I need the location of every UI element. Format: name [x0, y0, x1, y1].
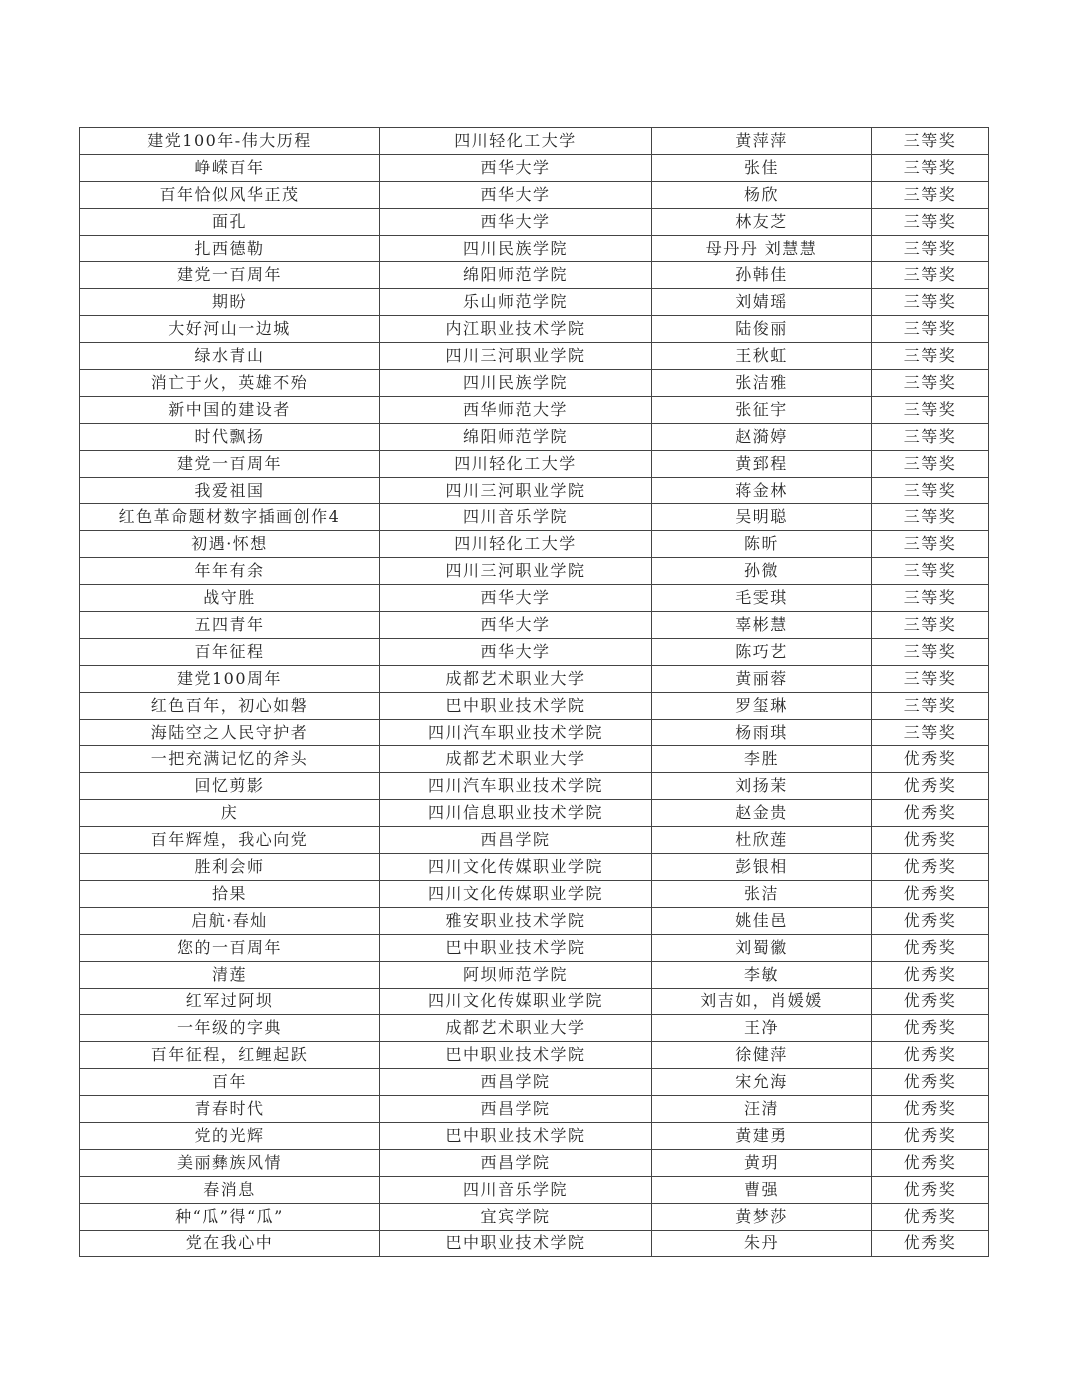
award-cell: 三等奖 [872, 665, 989, 692]
table-row [80, 154, 989, 181]
award-cell: 三等奖 [872, 316, 989, 343]
school-cell: 四川民族学院 [380, 235, 652, 262]
school-cell: 宜宾学院 [380, 1203, 652, 1230]
work-title-cell: 拾果 [80, 880, 380, 907]
author-cell: 陈昕 [652, 531, 872, 558]
school-cell: 四川汽车职业技术学院 [380, 773, 652, 800]
table-row [80, 1230, 989, 1257]
school-cell: 绵阳师范学院 [380, 262, 652, 289]
school-cell: 巴中职业技术学院 [380, 1230, 652, 1257]
author-cell: 毛雯琪 [652, 585, 872, 612]
author-cell: 黄萍萍 [652, 128, 872, 155]
school-cell: 四川轻化工大学 [380, 531, 652, 558]
award-cell: 三等奖 [872, 262, 989, 289]
work-title-cell: 建党一百周年 [80, 262, 380, 289]
author-cell: 黄建勇 [652, 1122, 872, 1149]
work-title-cell: 一年级的字典 [80, 1015, 380, 1042]
school-cell: 四川三河职业学院 [380, 477, 652, 504]
table-row [80, 773, 989, 800]
school-cell: 四川汽车职业技术学院 [380, 719, 652, 746]
table-row [80, 531, 989, 558]
award-cell: 优秀奖 [872, 988, 989, 1015]
school-cell: 巴中职业技术学院 [380, 1122, 652, 1149]
award-cell: 优秀奖 [872, 800, 989, 827]
table-row [80, 880, 989, 907]
author-cell: 孙韩佳 [652, 262, 872, 289]
work-title-cell: 启航·春灿 [80, 907, 380, 934]
school-cell: 西昌学院 [380, 1149, 652, 1176]
school-cell: 西华大学 [380, 208, 652, 235]
award-cell: 三等奖 [872, 235, 989, 262]
award-cell: 三等奖 [872, 423, 989, 450]
table-row [80, 854, 989, 881]
table-row [80, 907, 989, 934]
author-cell: 杨欣 [652, 181, 872, 208]
author-cell: 张洁雅 [652, 370, 872, 397]
table-row [80, 1042, 989, 1069]
table-row [80, 504, 989, 531]
author-cell: 王净 [652, 1015, 872, 1042]
author-cell: 汪清 [652, 1096, 872, 1123]
school-cell: 阿坝师范学院 [380, 961, 652, 988]
school-cell: 西华师范大学 [380, 396, 652, 423]
work-title-cell: 五四青年 [80, 612, 380, 639]
work-title-cell: 红色百年，初心如磐 [80, 692, 380, 719]
school-cell: 四川三河职业学院 [380, 558, 652, 585]
work-title-cell: 面孔 [80, 208, 380, 235]
award-cell: 三等奖 [872, 558, 989, 585]
school-cell: 西华大学 [380, 638, 652, 665]
school-cell: 巴中职业技术学院 [380, 692, 652, 719]
table-row [80, 558, 989, 585]
award-cell: 优秀奖 [872, 934, 989, 961]
author-cell: 辜彬慧 [652, 612, 872, 639]
work-title-cell: 初遇·怀想 [80, 531, 380, 558]
school-cell: 乐山师范学院 [380, 289, 652, 316]
award-cell: 优秀奖 [872, 961, 989, 988]
work-title-cell: 我爱祖国 [80, 477, 380, 504]
school-cell: 绵阳师范学院 [380, 423, 652, 450]
table-row [80, 800, 989, 827]
award-cell: 三等奖 [872, 585, 989, 612]
school-cell: 西华大学 [380, 181, 652, 208]
author-cell: 彭银相 [652, 854, 872, 881]
author-cell: 林友芝 [652, 208, 872, 235]
work-title-cell: 建党100周年 [80, 665, 380, 692]
school-cell: 内江职业技术学院 [380, 316, 652, 343]
author-cell: 刘扬茉 [652, 773, 872, 800]
work-title-cell: 党的光辉 [80, 1122, 380, 1149]
award-cell: 优秀奖 [872, 1015, 989, 1042]
award-cell: 三等奖 [872, 128, 989, 155]
author-cell: 赵漪婷 [652, 423, 872, 450]
award-cell: 三等奖 [872, 343, 989, 370]
table-row [80, 934, 989, 961]
author-cell: 赵金贵 [652, 800, 872, 827]
work-title-cell: 百年征程，红鲤起跃 [80, 1042, 380, 1069]
work-title-cell: 期盼 [80, 289, 380, 316]
work-title-cell: 种“瓜”得“瓜” [80, 1203, 380, 1230]
table-row [80, 128, 989, 155]
school-cell: 雅安职业技术学院 [380, 907, 652, 934]
table-row [80, 396, 989, 423]
table-row [80, 208, 989, 235]
author-cell: 黄郅程 [652, 450, 872, 477]
award-cell: 三等奖 [872, 289, 989, 316]
table-row [80, 612, 989, 639]
award-cell: 优秀奖 [872, 1230, 989, 1257]
table-row [80, 316, 989, 343]
school-cell: 四川信息职业技术学院 [380, 800, 652, 827]
work-title-cell: 年年有余 [80, 558, 380, 585]
author-cell: 孙微 [652, 558, 872, 585]
work-title-cell: 峥嵘百年 [80, 154, 380, 181]
work-title-cell: 战守胜 [80, 585, 380, 612]
award-cell: 三等奖 [872, 450, 989, 477]
school-cell: 西华大学 [380, 612, 652, 639]
author-cell: 刘吉如，肖媛媛 [652, 988, 872, 1015]
school-cell: 四川音乐学院 [380, 504, 652, 531]
table-row [80, 638, 989, 665]
award-cell: 优秀奖 [872, 773, 989, 800]
author-cell: 罗玺琳 [652, 692, 872, 719]
author-cell: 李敏 [652, 961, 872, 988]
table-row [80, 1176, 989, 1203]
author-cell: 曹强 [652, 1176, 872, 1203]
school-cell: 西昌学院 [380, 827, 652, 854]
author-cell: 黄梦莎 [652, 1203, 872, 1230]
author-cell: 朱丹 [652, 1230, 872, 1257]
work-title-cell: 回忆剪影 [80, 773, 380, 800]
table-row [80, 961, 989, 988]
author-cell: 张佳 [652, 154, 872, 181]
work-title-cell: 海陆空之人民守护者 [80, 719, 380, 746]
award-cell: 三等奖 [872, 638, 989, 665]
author-cell: 母丹丹 刘慧慧 [652, 235, 872, 262]
work-title-cell: 建党100年-伟大历程 [80, 128, 380, 155]
table-row [80, 370, 989, 397]
table-row [80, 181, 989, 208]
school-cell: 西昌学院 [380, 1096, 652, 1123]
school-cell: 成都艺术职业大学 [380, 746, 652, 773]
author-cell: 蒋金林 [652, 477, 872, 504]
award-cell: 优秀奖 [872, 746, 989, 773]
award-cell: 优秀奖 [872, 1069, 989, 1096]
award-cell: 三等奖 [872, 154, 989, 181]
work-title-cell: 大好河山一边城 [80, 316, 380, 343]
author-cell: 杜欣莲 [652, 827, 872, 854]
award-cell: 优秀奖 [872, 880, 989, 907]
school-cell: 四川轻化工大学 [380, 128, 652, 155]
school-cell: 成都艺术职业大学 [380, 1015, 652, 1042]
award-cell: 三等奖 [872, 181, 989, 208]
school-cell: 巴中职业技术学院 [380, 934, 652, 961]
author-cell: 刘婧瑶 [652, 289, 872, 316]
award-cell: 优秀奖 [872, 907, 989, 934]
school-cell: 成都艺术职业大学 [380, 665, 652, 692]
work-title-cell: 百年辉煌，我心向党 [80, 827, 380, 854]
award-cell: 优秀奖 [872, 1096, 989, 1123]
table-row [80, 1069, 989, 1096]
school-cell: 四川文化传媒职业学院 [380, 988, 652, 1015]
school-cell: 四川音乐学院 [380, 1176, 652, 1203]
table-row [80, 746, 989, 773]
work-title-cell: 美丽彝族风情 [80, 1149, 380, 1176]
table-row [80, 719, 989, 746]
award-cell: 三等奖 [872, 504, 989, 531]
author-cell: 徐健萍 [652, 1042, 872, 1069]
school-cell: 四川轻化工大学 [380, 450, 652, 477]
table-row [80, 665, 989, 692]
work-title-cell: 青春时代 [80, 1096, 380, 1123]
author-cell: 李胜 [652, 746, 872, 773]
author-cell: 陈巧艺 [652, 638, 872, 665]
table-row [80, 585, 989, 612]
school-cell: 四川三河职业学院 [380, 343, 652, 370]
work-title-cell: 百年征程 [80, 638, 380, 665]
table-row [80, 235, 989, 262]
table-row [80, 1015, 989, 1042]
school-cell: 西华大学 [380, 154, 652, 181]
author-cell: 王秋虹 [652, 343, 872, 370]
award-cell: 三等奖 [872, 370, 989, 397]
author-cell: 杨雨琪 [652, 719, 872, 746]
author-cell: 宋允海 [652, 1069, 872, 1096]
work-title-cell: 红色革命题材数字插画创作4 [80, 504, 380, 531]
author-cell: 张洁 [652, 880, 872, 907]
work-title-cell: 时代飘扬 [80, 423, 380, 450]
award-cell: 优秀奖 [872, 1122, 989, 1149]
award-cell: 优秀奖 [872, 827, 989, 854]
awards-table [79, 127, 989, 1257]
work-title-cell: 百年 [80, 1069, 380, 1096]
author-cell: 张征宇 [652, 396, 872, 423]
work-title-cell: 胜利会师 [80, 854, 380, 881]
work-title-cell: 红军过阿坝 [80, 988, 380, 1015]
table-row [80, 343, 989, 370]
award-cell: 优秀奖 [872, 1042, 989, 1069]
award-cell: 优秀奖 [872, 1176, 989, 1203]
award-cell: 三等奖 [872, 692, 989, 719]
award-cell: 三等奖 [872, 612, 989, 639]
table-row [80, 423, 989, 450]
table-row [80, 988, 989, 1015]
work-title-cell: 春消息 [80, 1176, 380, 1203]
table-row [80, 827, 989, 854]
table-row [80, 289, 989, 316]
author-cell: 姚佳邑 [652, 907, 872, 934]
award-cell: 优秀奖 [872, 1203, 989, 1230]
author-cell: 黄玥 [652, 1149, 872, 1176]
award-cell: 三等奖 [872, 396, 989, 423]
work-title-cell: 您的一百周年 [80, 934, 380, 961]
work-title-cell: 绿水青山 [80, 343, 380, 370]
work-title-cell: 建党一百周年 [80, 450, 380, 477]
award-cell: 三等奖 [872, 719, 989, 746]
table-row [80, 1149, 989, 1176]
table-row [80, 1122, 989, 1149]
author-cell: 黄丽蓉 [652, 665, 872, 692]
work-title-cell: 清莲 [80, 961, 380, 988]
table-row [80, 477, 989, 504]
school-cell: 西昌学院 [380, 1069, 652, 1096]
award-cell: 三等奖 [872, 477, 989, 504]
work-title-cell: 一把充满记忆的斧头 [80, 746, 380, 773]
awards-table-body [80, 128, 989, 1257]
work-title-cell: 消亡于火，英雄不殆 [80, 370, 380, 397]
work-title-cell: 扎西德勒 [80, 235, 380, 262]
author-cell: 刘蜀徽 [652, 934, 872, 961]
school-cell: 四川文化传媒职业学院 [380, 854, 652, 881]
table-row [80, 450, 989, 477]
author-cell: 吴明聪 [652, 504, 872, 531]
school-cell: 四川文化传媒职业学院 [380, 880, 652, 907]
table-row [80, 262, 989, 289]
work-title-cell: 党在我心中 [80, 1230, 380, 1257]
work-title-cell: 百年恰似风华正茂 [80, 181, 380, 208]
school-cell: 巴中职业技术学院 [380, 1042, 652, 1069]
award-cell: 三等奖 [872, 531, 989, 558]
award-cell: 优秀奖 [872, 1149, 989, 1176]
work-title-cell: 庆 [80, 800, 380, 827]
school-cell: 西华大学 [380, 585, 652, 612]
table-row [80, 1096, 989, 1123]
award-cell: 优秀奖 [872, 854, 989, 881]
table-row [80, 1203, 989, 1230]
school-cell: 四川民族学院 [380, 370, 652, 397]
author-cell: 陆俊丽 [652, 316, 872, 343]
work-title-cell: 新中国的建设者 [80, 396, 380, 423]
table-row [80, 692, 989, 719]
award-cell: 三等奖 [872, 208, 989, 235]
